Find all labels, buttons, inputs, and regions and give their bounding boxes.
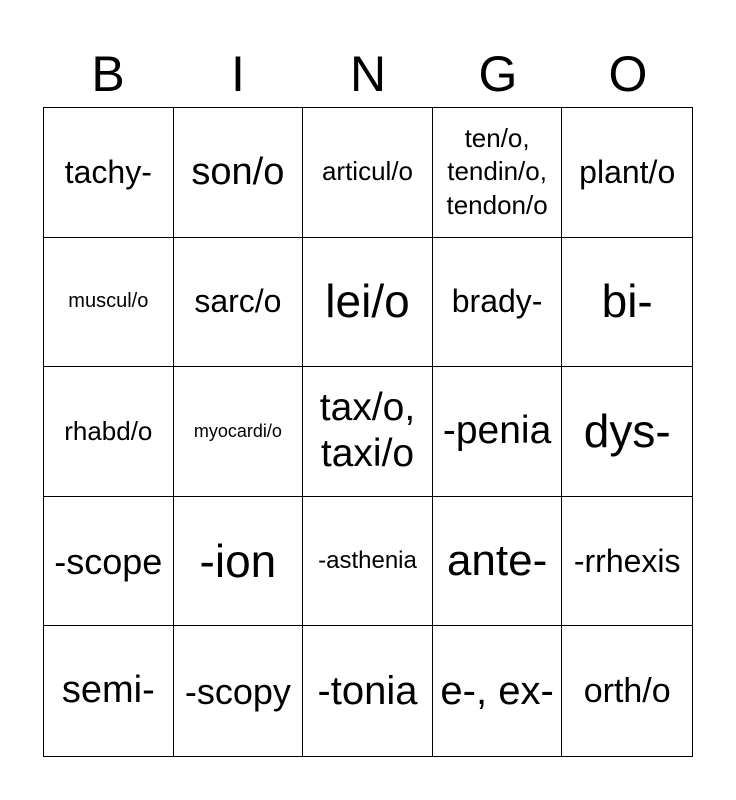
bingo-cell[interactable] — [44, 108, 174, 238]
bingo-cell[interactable] — [433, 238, 563, 368]
bingo-cell[interactable] — [44, 367, 174, 497]
cell-text: myocardi/o — [193, 421, 282, 442]
cell-text: lei/o — [325, 275, 410, 328]
cell-text: -asthenia — [318, 547, 417, 575]
bingo-cell[interactable] — [433, 367, 563, 497]
bingo-cell[interactable] — [44, 626, 174, 756]
cell-text: plant/o — [579, 153, 676, 190]
cell-text: brady- — [451, 283, 543, 320]
cell-text: -tonia — [317, 669, 418, 714]
bingo-cell[interactable] — [433, 626, 563, 756]
bingo-header — [43, 40, 693, 108]
bingo-cell[interactable] — [562, 108, 692, 238]
cell-text: tax/o, taxi/o — [319, 385, 416, 476]
bingo-cell[interactable] — [303, 108, 433, 238]
bingo-cell[interactable] — [562, 367, 692, 497]
bingo-cell[interactable] — [44, 497, 174, 627]
bingo-cell[interactable] — [303, 367, 433, 497]
bingo-cell[interactable] — [174, 108, 304, 238]
header-letter-g: G — [478, 46, 518, 102]
bingo-cell[interactable] — [562, 497, 692, 627]
bingo-cell[interactable] — [303, 238, 433, 368]
cell-text: dys- — [583, 404, 671, 457]
cell-text: rhabd/o — [64, 415, 153, 446]
cell-text: orth/o — [583, 671, 671, 710]
bingo-cell[interactable] — [433, 497, 563, 627]
header-letter-o: O — [608, 46, 648, 102]
cell-text: -penia — [442, 409, 552, 453]
cell-text: muscul/o — [68, 290, 149, 313]
header-letter-i: I — [231, 46, 245, 102]
bingo-cell[interactable] — [562, 626, 692, 756]
cell-text: e-, ex- — [440, 669, 554, 714]
bingo-cell[interactable] — [174, 497, 304, 627]
bingo-cell[interactable] — [174, 367, 304, 497]
cell-text: semi- — [61, 669, 155, 712]
bingo-cell[interactable] — [433, 108, 563, 238]
cell-text: articul/o — [321, 156, 414, 187]
bingo-cell[interactable] — [44, 238, 174, 368]
cell-text: tachy- — [64, 153, 152, 190]
header-letter-b: B — [91, 46, 125, 102]
cell-text: ten/o, tendin/o, tendon/o — [446, 122, 548, 221]
header-letter-n: N — [349, 46, 387, 102]
bingo-grid — [43, 107, 693, 757]
cell-text: -scopy — [184, 670, 291, 712]
bingo-cell[interactable] — [174, 238, 304, 368]
bingo-cell[interactable] — [303, 497, 433, 627]
cell-text: sarc/o — [194, 283, 282, 320]
cell-text: bi- — [601, 275, 653, 328]
cell-text: ante- — [446, 535, 548, 585]
bingo-cell[interactable] — [562, 238, 692, 368]
bingo-cell[interactable] — [303, 626, 433, 756]
cell-text: -scope — [54, 540, 163, 582]
cell-text: son/o — [191, 150, 285, 193]
cell-text: -rrhexis — [573, 542, 681, 579]
cell-text: -ion — [199, 534, 277, 587]
bingo-cell[interactable] — [174, 626, 304, 756]
